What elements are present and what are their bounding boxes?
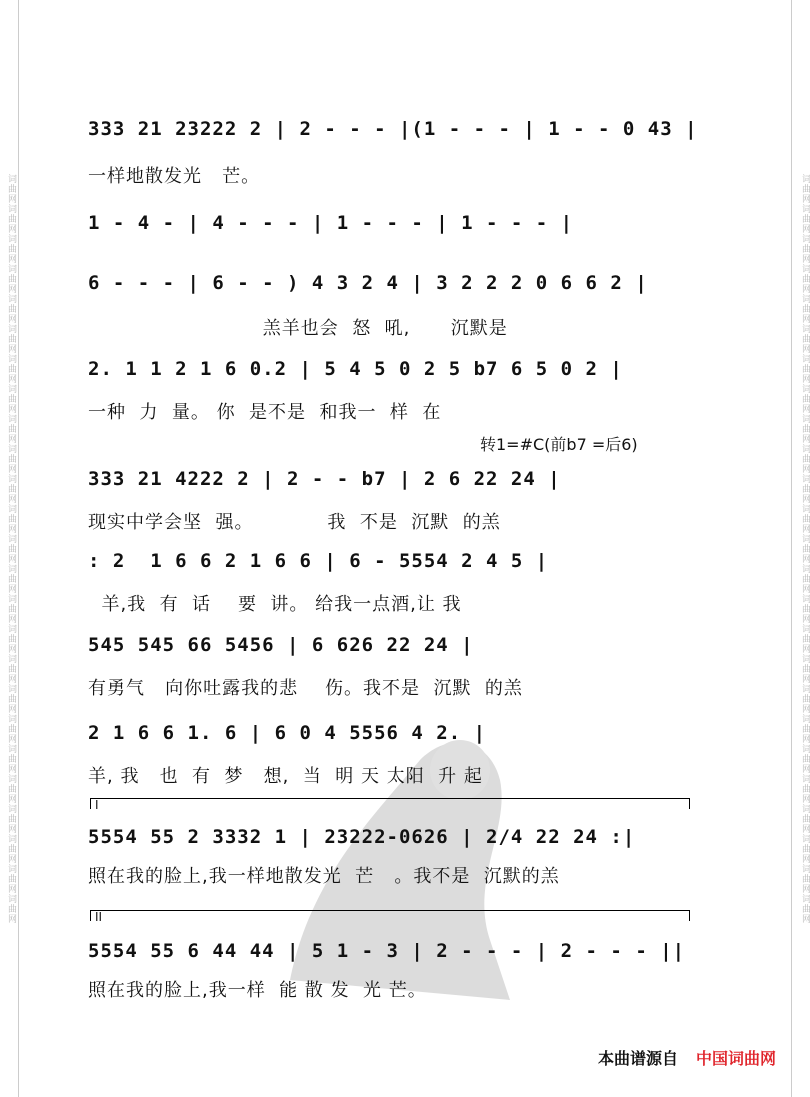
notation: 1 - 4 - | 4 - - - | 1 - - - | 1 - - - |: [88, 212, 574, 234]
score-line-3: [88, 272, 688, 308]
notation: 545 545 66 5456 | 6 626 22 24 |: [88, 634, 474, 656]
notation: 5554 55 6 44 44 | 5 1 - 3 | 2 - - - | 2 - - - ||: [88, 940, 686, 962]
score-line-4: [88, 358, 688, 394]
score-line-5: [88, 468, 688, 504]
notation: 333 21 4222 2 | 2 - - b7 | 2 6 22 24 |: [88, 468, 561, 490]
score-line-10: [88, 940, 688, 976]
notation: 2. 1 1 2 1 6 0.2 | 5 4 5 0 2 5 b7 6 5 0 2 |: [88, 358, 623, 380]
score-line-9: [88, 826, 688, 862]
lyric-line-1: 一样地散发光 芒。: [88, 166, 261, 187]
lyric-line-5: 现实中学会坚 强。 我 不是 沉默 的羔: [88, 512, 501, 533]
lyric-line-8: 羊, 我 也 有 梦 想, 当 明 天 太阳 升 起: [88, 766, 483, 787]
key-change: 转1=#C(前b7 =后6): [480, 435, 638, 454]
notation: : 2 1 6 6 2 1 6 6 | 6 - 5554 2 4 5 |: [88, 550, 549, 572]
score-line-8: [88, 722, 688, 758]
lyric-line-7: 有勇气 向你吐露我的悲 伤。我不是 沉默 的羔: [88, 678, 523, 699]
notation: 333 21 23222 2 | 2 - - - |(1 - - - | 1 - - 0 43 |: [88, 118, 698, 140]
lyric-line-9: 照在我的脸上,我一样地散发光 芒 。我不是 沉默的羔: [88, 866, 560, 887]
lyric-line-6: 羊,我 有 话 要 讲。 给我一点酒,让 我: [88, 594, 462, 615]
score-line-2: [88, 212, 688, 248]
source-brand-link[interactable]: 中国词曲网: [695, 1049, 776, 1068]
score-line-1: [88, 118, 698, 154]
lyric-line-3: 羔羊也会 怒 吼, 沉默是: [88, 318, 508, 339]
notation: 2 1 6 6 1. 6 | 6 0 4 5556 4 2. |: [88, 722, 487, 744]
margin-line-left: [18, 0, 19, 1097]
source-credit: [598, 1046, 776, 1069]
score-line-7: [88, 634, 688, 670]
notation: 6 - - - | 6 - - ) 4 3 2 4 | 3 2 2 2 0 6 6 2 |: [88, 272, 648, 294]
notation: 5554 55 2 3332 1 | 23222-0626 | 2/4 22 24 :|: [88, 826, 636, 848]
watermark-left: 词曲网词曲网词曲网词曲网词曲网词曲网词曲网词曲网词曲网词曲网词曲网词曲网词曲网词曲网词曲网词曲网词曲网词曲网词曲网词曲网词曲网词曲网词曲网词曲网词曲网: [6, 173, 16, 924]
score-line-6: [88, 550, 688, 586]
watermark-right: 词曲网词曲网词曲网词曲网词曲网词曲网词曲网词曲网词曲网词曲网词曲网词曲网词曲网词曲网词曲网词曲网词曲网词曲网词曲网词曲网词曲网词曲网词曲网词曲网词曲网: [800, 173, 810, 924]
lyric-line-10: 照在我的脸上,我一样 能 散 发 光 芒。: [88, 980, 427, 1001]
margin-line-right: [791, 0, 792, 1097]
volta-2: II: [90, 910, 690, 921]
source-label: 本曲谱源自: [597, 1049, 678, 1068]
volta-1: I: [90, 798, 690, 809]
lyric-line-4: 一种 力 量。 你 是不是 和我一 样 在: [88, 402, 442, 423]
